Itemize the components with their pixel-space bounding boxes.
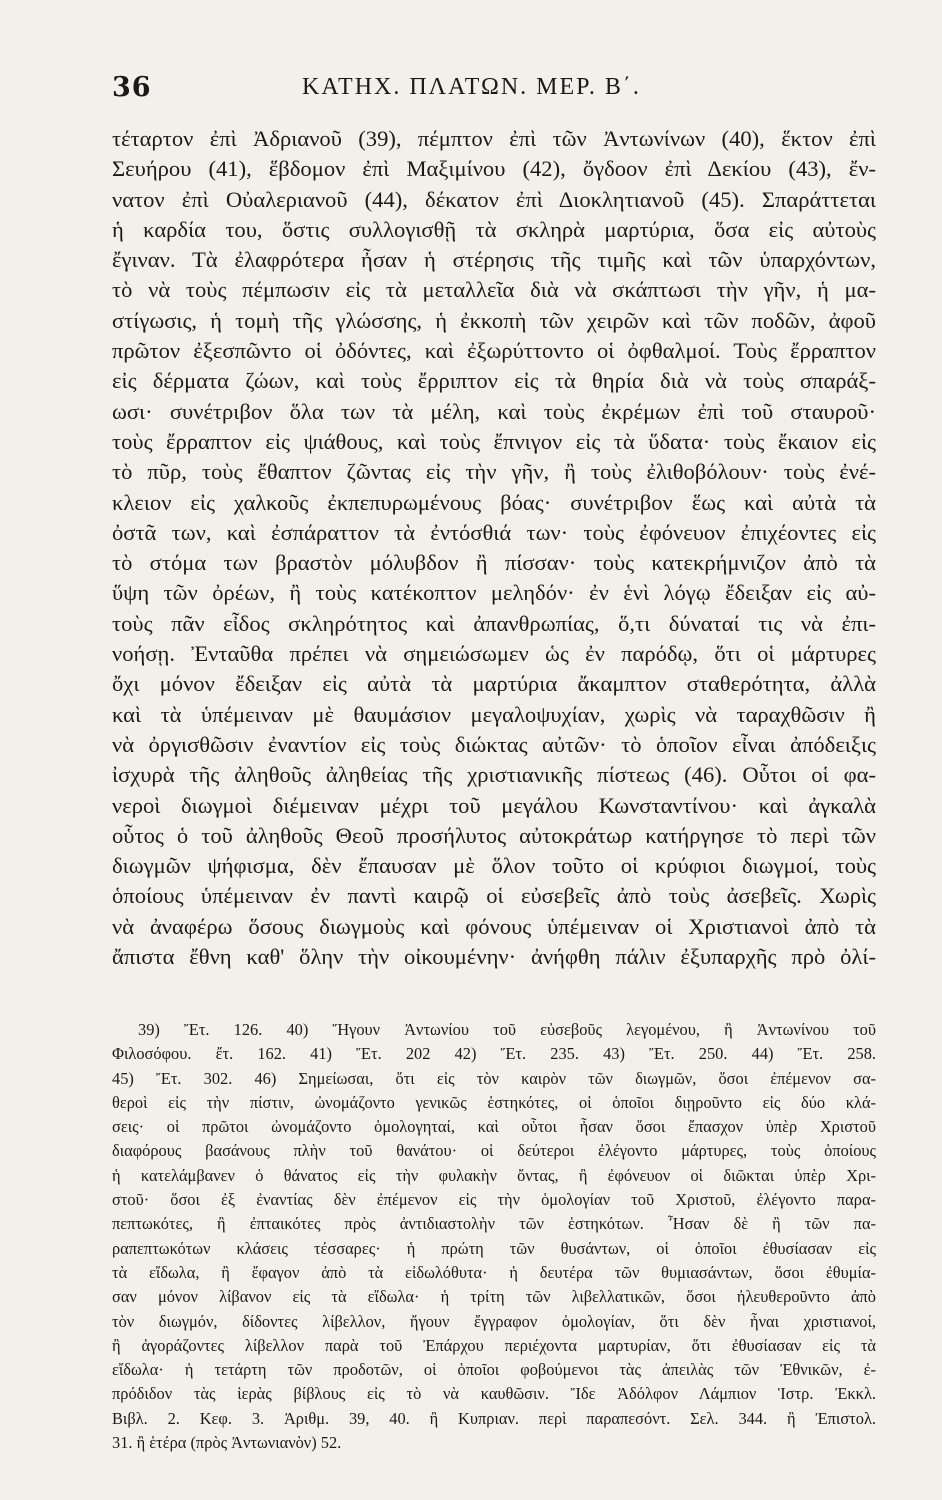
footnote-line: Βιβλ. 2. Κεφ. 3. Ἀριθμ. 39, 40. ἢ Κυπριαν. περὶ παραπεσόντ. Σελ. 344. ἢ Ἐπιστολ. (112, 1408, 876, 1428)
footnote-line: ἡ κατελάμβανεν ὁ θάνατος εἰς τὴν φυλακὴν ὄντας, ἢ ἐφόνευον οἱ διῶκται ὑπὲρ Χρι- (112, 1165, 876, 1185)
main-text (112, 124, 876, 972)
footnote-line: πρόδιδον τὰς ἱερὰς βίβλους εἰς τὸ νὰ καυθῶσιν. Ἴδε Ἀδόλφον Λάμπιον Ἱστρ. Ἐκκλ. (112, 1384, 876, 1404)
body-line: τοὺς πᾶν εἶδος σκληρότητος καὶ ἀπανθρωπίας, ὅ,τι δύναταί τις νὰ ἐπι- (112, 610, 876, 636)
body-line: ωσι· συνέτριβον ὅλα των τὰ μέλη, καὶ τοὺς ἐκρέμων ἐπὶ τοῦ σταυροῦ· (112, 398, 876, 424)
page-number: 36 (112, 72, 152, 103)
footnote-line: 39) Ἔτ. 126. 40) Ἤγουν Ἀντωνίου τοῦ εὐσεβοῦς λεγομένου, ἢ Ἀντωνίνου τοῦ (138, 1020, 876, 1039)
footnote-line: Φιλοσόφου. ἔτ. 162. 41) Ἔτ. 202 42) Ἔτ. 235. 43) Ἔτ. 250. 44) Ἔτ. 258. (112, 1044, 876, 1064)
body-line: εἰς δέρματα ζώων, καὶ τοὺς ἔρριπτον εἰς τὰ θηρία διὰ νὰ τοὺς σπαράξ- (112, 368, 876, 394)
footnote-line: εἴδωλα· ἡ τετάρτη τῶν προδοτῶν, οἱ ὁποῖοι φοβούμενοι τὰς ἀπειλὰς τῶν Ἐθνικῶν, ἐ- (112, 1360, 876, 1380)
footnote-line: 45) Ἔτ. 302. 46) Σημείωσαι, ὅτι εἰς τὸν καιρὸν τῶν διωγμῶν, ὅσοι ἐπέμενον σα- (112, 1068, 876, 1088)
footnote-line: σαν μόνον λίβανον εἰς τὰ εἴδωλα· ἡ τρίτη τῶν λιβελλατικῶν, ὅσοι ἠλευθεροῦντο ἀπὸ (112, 1287, 876, 1307)
body-line: τοὺς ἔρραπτον εἰς ψιάθους, καὶ τοὺς ἔπνιγον εἰς τὰ ὕδατα· τοὺς ἔκαιον εἰς (112, 428, 876, 454)
footnote-line: τὸν διωγμόν, δίδοντες λίβελλον, ἤγουν ἔγγραφον ὁμολογίαν, ὅτι δὲν ἦναι χριστιανοί, (112, 1311, 876, 1331)
body-line: τὸ νὰ τοὺς πέμπωσιν εἰς τὰ μεταλλεῖα διὰ νὰ σκάπτωσι τὴν γῆν, ἡ μα- (112, 277, 876, 303)
body-line: νὰ ὀργισθῶσιν ἐναντίον εἰς τοὺς διώκτας αὐτῶν· τὸ ὁποῖον εἶναι ἀπόδειξις (112, 731, 876, 757)
body-line: καὶ τὰ ὑπέμειναν μὲ θαυμάσιον μεγαλοψυχίαν, χωρὶς νὰ ταραχθῶσιν ἢ (112, 701, 876, 727)
body-line: τὸ πῦρ, τοὺς ἔθαπτον ζῶντας εἰς τὴν γῆν, ἢ τοὺς ἐλιθοβόλουν· τοὺς ἐνέ- (112, 459, 876, 485)
body-line: διωγμῶν ψήφισμα, δὲν ἔπαυσαν μὲ ὅλον τοῦτο οἱ κρύφιοι διωγμοί, τοὺς (112, 853, 876, 879)
body-line: ἔγιναν. Τὰ ἐλαφρότερα ἦσαν ἡ στέρησις τῆς τιμῆς καὶ τῶν ὑπαρχόντων, (112, 247, 876, 273)
footnote-line: στοῦ· ὅσοι ἐξ ἐναντίας δὲν ἐπέμενον εἰς τὴν ὁμολογίαν τοῦ Χριστοῦ, ἐλέγοντο παρα- (112, 1190, 876, 1210)
body-line: ἄπιστα ἔθνη καθ' ὅλην τὴν οἰκουμένην· ἀνήφθη πάλιν ἐξυπαρχῆς πρὸ ὀλί- (112, 944, 876, 970)
body-line: τὸ στόμα των βραστὸν μόλυβδον ἢ πίσσαν· τοὺς κατεκρήμνιζον ἀπὸ τὰ (112, 550, 876, 576)
body-line: ἰσχυρὰ τῆς ἀληθοῦς ἀληθείας τῆς χριστιανικῆς πίστεως (46). Οὗτοι οἱ φα- (112, 762, 876, 788)
body-line: ὁποίους ὑπέμειναν ἐν παντὶ καιρῷ οἱ εὐσεβεῖς ἀπὸ τοὺς ἀσεβεῖς. Χωρὶς (112, 883, 876, 909)
body-line: Σευήρου (41), ἕβδομον ἐπὶ Μαξιμίνου (42), ὄγδοον ἐπὶ Δεκίου (43), ἔν- (112, 156, 876, 182)
body-line: πρῶτον ἐξεσπῶντο οἱ ὀδόντες, καὶ ἐξωρύττοντο οἱ ὀφθαλμοί. Τοὺς ἔρραπτον (112, 338, 876, 364)
body-line: νατον ἐπὶ Οὐαλεριανοῦ (44), δέκατον ἐπὶ Διοκλητιανοῦ (45). Σπαράττεται (112, 186, 876, 212)
footnote-line: πεπτωκότες, ἢ ἐπταικότες πρὸς ἀντιδιαστολὴν τῶν ἑστηκότων. Ἦσαν δὲ ἢ τῶν πα- (112, 1214, 876, 1234)
body-line: οὗτος ὁ τοῦ ἀληθοῦς Θεοῦ προσήλυτος αὐτοκράτωρ κατήργησε τὸ περὶ τῶν (112, 822, 876, 848)
footnote-line: θεροὶ εἰς τὴν πίστιν, ὠνομάζοντο γενικῶς ἑστηκότες, οἱ ὁποῖοι διῃροῦντο εἰς δύο κλά- (112, 1092, 876, 1112)
body-line: νεροὶ διωγμοὶ διέμειναν μέχρι τοῦ μεγάλου Κωνσταντίνου· καὶ ἀγκαλὰ (112, 792, 876, 818)
body-line: τέταρτον ἐπὶ Ἀδριανοῦ (39), πέμπτον ἐπὶ τῶν Ἀντωνίνων (40), ἕκτον ἐπὶ (112, 126, 876, 151)
body-line: κλειον εἰς χαλκοῦς ἐκπεπυρωμένους βόας· συνέτριβον ἕως καὶ αὐτὰ τὰ (112, 489, 876, 515)
footnote-line: τὰ εἴδωλα, ἢ ἔφαγον ἀπὸ τὰ εἰδωλόθυτα· ἡ δευτέρα τῶν θυμιασάντων, ὅσοι ἐθυμία- (112, 1262, 876, 1282)
footnotes (112, 1018, 876, 1455)
body-line: νὰ ἀναφέρω ὅσους διωγμοὺς καὶ φόνους ὑπέμειναν οἱ Χριστιανοὶ ἀπὸ τὰ (112, 913, 876, 939)
body-line: ὀστᾶ των, καὶ ἐσπάραττον τὰ ἐντόσθιά των· τοὺς ἐφόνευον ἐπιχέοντες εἰς (112, 519, 876, 545)
running-title: ΚΑΤΗΧ. ΠΛΑΤΩΝ. ΜΕΡ. Β΄. (302, 74, 641, 100)
body-line: ὄχι μόνον ἔδειξαν εἰς αὐτὰ τὰ μαρτύρια ἄκαμπτον σταθερότητα, ἀλλὰ (112, 671, 876, 697)
body-line: νοήσῃ. Ἐνταῦθα πρέπει νὰ σημειώσωμεν ὡς ἐν παρόδῳ, ὅτι οἱ μάρτυρες (112, 641, 876, 667)
footnote-line: σεις· οἱ πρῶτοι ὠνομάζοντο ὁμολογηταί, καὶ οὗτοι ἦσαν ὅσοι ἔπασχον ὑπὲρ Χριστοῦ (112, 1117, 876, 1137)
footnote-line: διαφόρους βασάνους πλὴν τοῦ θανάτου· οἱ δεύτεροι ἐλέγοντο μάρτυρες, τοὺς ὁποίους (112, 1141, 876, 1161)
footnote-line: ἢ ἀγοράζοντες λίβελλον παρὰ τοῦ Ἐπάρχου περιέχοντα μαρτυρίαν, ὅτι ἐθυσίασαν εἰς τὰ (112, 1335, 876, 1355)
body-line: ἡ καρδία του, ὅστις συλλογισθῇ τὰ σκληρὰ μαρτύρια, ὅσα εἰς αὐτοὺς (112, 216, 876, 242)
body-line: ὕψη τῶν ὀρέων, ἢ τοὺς κατέκοπτον μεληδόν· ἐν ἑνὶ λόγῳ ἔδειξαν εἰς αὐ- (112, 580, 876, 606)
body-line: στίγωσις, ἡ τομὴ τῆς γλώσσης, ἡ ἐκκοπὴ τῶν χειρῶν καὶ τῶν ποδῶν, ἀφοῦ (112, 307, 876, 333)
page-header (112, 72, 872, 118)
footnote-line: ραπεπτωκότων κλάσεις τέσσαρες· ἡ πρώτη τῶν θυσάντων, οἱ ὁποῖοι ἐθυσίασαν εἰς (112, 1238, 876, 1258)
footnote-line: 31. ἢ ἑτέρα (πρὸς Ἀντωνιανὸν) 52. (112, 1433, 342, 1453)
